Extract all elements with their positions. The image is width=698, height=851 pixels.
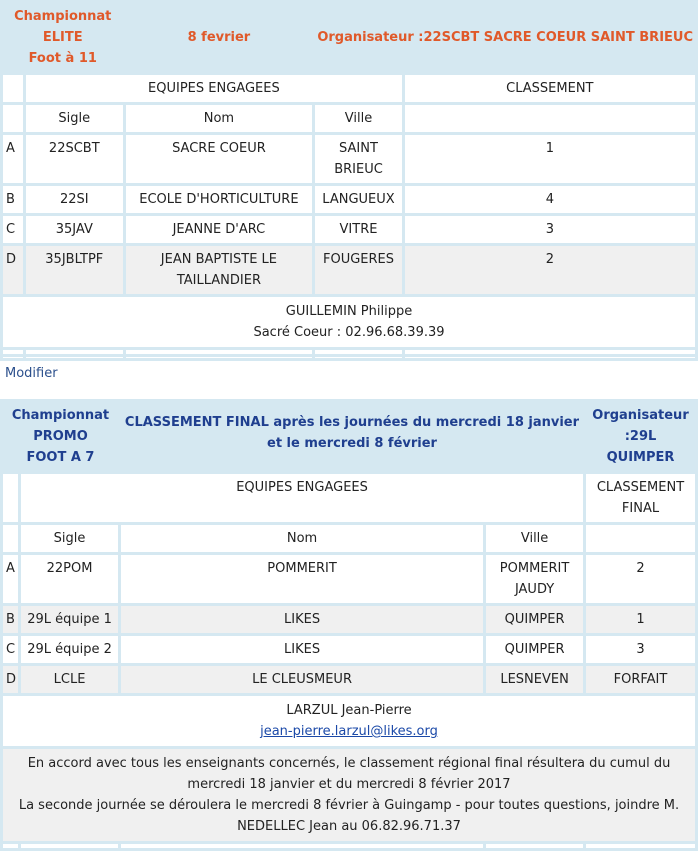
team-sigle: 22SCBT <box>26 135 122 183</box>
column-header-sigle: Sigle <box>26 105 122 132</box>
column-header-nom: Nom <box>126 105 313 132</box>
empty-cell <box>586 525 695 552</box>
team-city: FOUGERES <box>315 246 401 294</box>
championship-line: Foot à 11 <box>28 51 97 66</box>
team-name: ECOLE D'HORTICULTURE <box>126 186 313 213</box>
team-name: LE CLEUSMEUR <box>121 666 483 693</box>
team-sigle: 35JAV <box>26 216 122 243</box>
team-city: SAINT BRIEUC <box>315 135 401 183</box>
team-rank: 3 <box>405 216 695 243</box>
table-row <box>3 216 695 243</box>
team-name: JEANNE D'ARC <box>126 216 313 243</box>
team-rank: 4 <box>405 186 695 213</box>
row-index: C <box>3 636 18 663</box>
ranking-heading: CLASSEMENT FINAL <box>586 474 695 522</box>
ranking-heading: CLASSEMENT <box>405 75 695 102</box>
team-sigle: 35JBLTPF <box>26 246 122 294</box>
team-city: LESNEVEN <box>486 666 583 693</box>
contact-name: GUILLEMIN Philippe <box>285 304 413 319</box>
organizer-label <box>586 402 695 471</box>
table-row <box>3 666 695 693</box>
team-sigle: 22POM <box>21 555 118 603</box>
column-header-ville: Ville <box>486 525 583 552</box>
empty-row <box>3 357 695 358</box>
empty-row <box>3 844 695 848</box>
row-index: A <box>3 555 18 603</box>
row-index: A <box>3 135 23 183</box>
team-sigle: 29L équipe 2 <box>21 636 118 663</box>
contact-cell <box>3 297 695 347</box>
championship-line: ELITE <box>42 30 83 45</box>
contact-name: LARZUL Jean-Pierre <box>286 703 412 718</box>
empty-cell <box>3 525 18 552</box>
table-header <box>3 3 695 72</box>
column-header-ville: Ville <box>315 105 401 132</box>
team-name: SACRE COEUR <box>126 135 313 183</box>
team-rank: 1 <box>405 135 695 183</box>
championship-label <box>3 3 123 72</box>
championship-line: Championnat <box>11 408 110 423</box>
row-index: D <box>3 666 18 693</box>
empty-cell <box>405 105 695 132</box>
organizer-line: Organisateur <box>592 408 689 423</box>
column-header-sigle: Sigle <box>21 525 118 552</box>
table-row <box>3 636 695 663</box>
team-city: POMMERIT JAUDY <box>486 555 583 603</box>
table-header <box>3 402 695 471</box>
team-sigle: 29L équipe 1 <box>21 606 118 633</box>
team-city: LANGUEUX <box>315 186 401 213</box>
teams-heading: EQUIPES ENGAGEES <box>26 75 402 102</box>
notes-cell <box>3 749 695 841</box>
column-header-nom: Nom <box>121 525 483 552</box>
promo-results-table <box>0 399 698 851</box>
team-city: QUIMPER <box>486 636 583 663</box>
table-row <box>3 135 695 183</box>
row-index: C <box>3 216 23 243</box>
empty-row <box>3 350 695 354</box>
team-city: VITRE <box>315 216 401 243</box>
team-city: QUIMPER <box>486 606 583 633</box>
team-name: JEAN BAPTISTE LE TAILLANDIER <box>126 246 313 294</box>
team-rank: FORFAIT <box>586 666 695 693</box>
team-rank: 2 <box>586 555 695 603</box>
table-row <box>3 606 695 633</box>
team-sigle: 22SI <box>26 186 122 213</box>
organizer-line: :29L <box>624 429 657 444</box>
team-name: LIKES <box>121 636 483 663</box>
table-row <box>3 246 695 294</box>
championship-line: PROMO <box>33 429 88 444</box>
event-date: 8 fevrier <box>126 3 313 72</box>
empty-cell <box>3 474 18 522</box>
team-name: LIKES <box>121 606 483 633</box>
row-index: B <box>3 186 23 213</box>
table-row <box>3 555 695 603</box>
row-index: B <box>3 606 18 633</box>
elite-results-table <box>0 0 698 361</box>
empty-cell <box>3 75 23 102</box>
team-name: POMMERIT <box>121 555 483 603</box>
organizer-label: Organisateur :22SCBT SACRE COEUR SAINT BRIEUC <box>315 3 695 72</box>
contact-email-link[interactable]: jean-pierre.larzul@likes.org <box>260 724 438 739</box>
team-rank: 2 <box>405 246 695 294</box>
note-ranking-rule: En accord avec tous les enseignants concernés, le classement régional final résultera du cumul du mercredi 18 janvier et du mercredi 8 février 2017 <box>27 756 671 792</box>
contact-phone: Sacré Coeur : 02.96.68.39.39 <box>253 325 445 340</box>
championship-label <box>3 402 118 471</box>
table-row <box>3 186 695 213</box>
championship-line: FOOT A 7 <box>26 450 95 465</box>
team-rank: 1 <box>586 606 695 633</box>
team-sigle: LCLE <box>21 666 118 693</box>
empty-cell <box>3 105 23 132</box>
organizer-line: QUIMPER <box>606 450 675 465</box>
championship-line: Championnat <box>14 9 112 24</box>
contact-cell <box>3 696 695 746</box>
team-rank: 3 <box>586 636 695 663</box>
modify-link[interactable]: Modifier <box>5 366 58 381</box>
note-second-day: La seconde journée se déroulera le mercredi 8 février à Guingamp - pour toutes questions, joindre M. NEDELLEC Jean au 06.82.96.71.37 <box>18 798 680 834</box>
teams-heading: EQUIPES ENGAGEES <box>21 474 583 522</box>
ranking-title: CLASSEMENT FINAL après les journées du mercredi 18 janvier et le mercredi 8 février <box>121 402 583 471</box>
row-index: D <box>3 246 23 294</box>
